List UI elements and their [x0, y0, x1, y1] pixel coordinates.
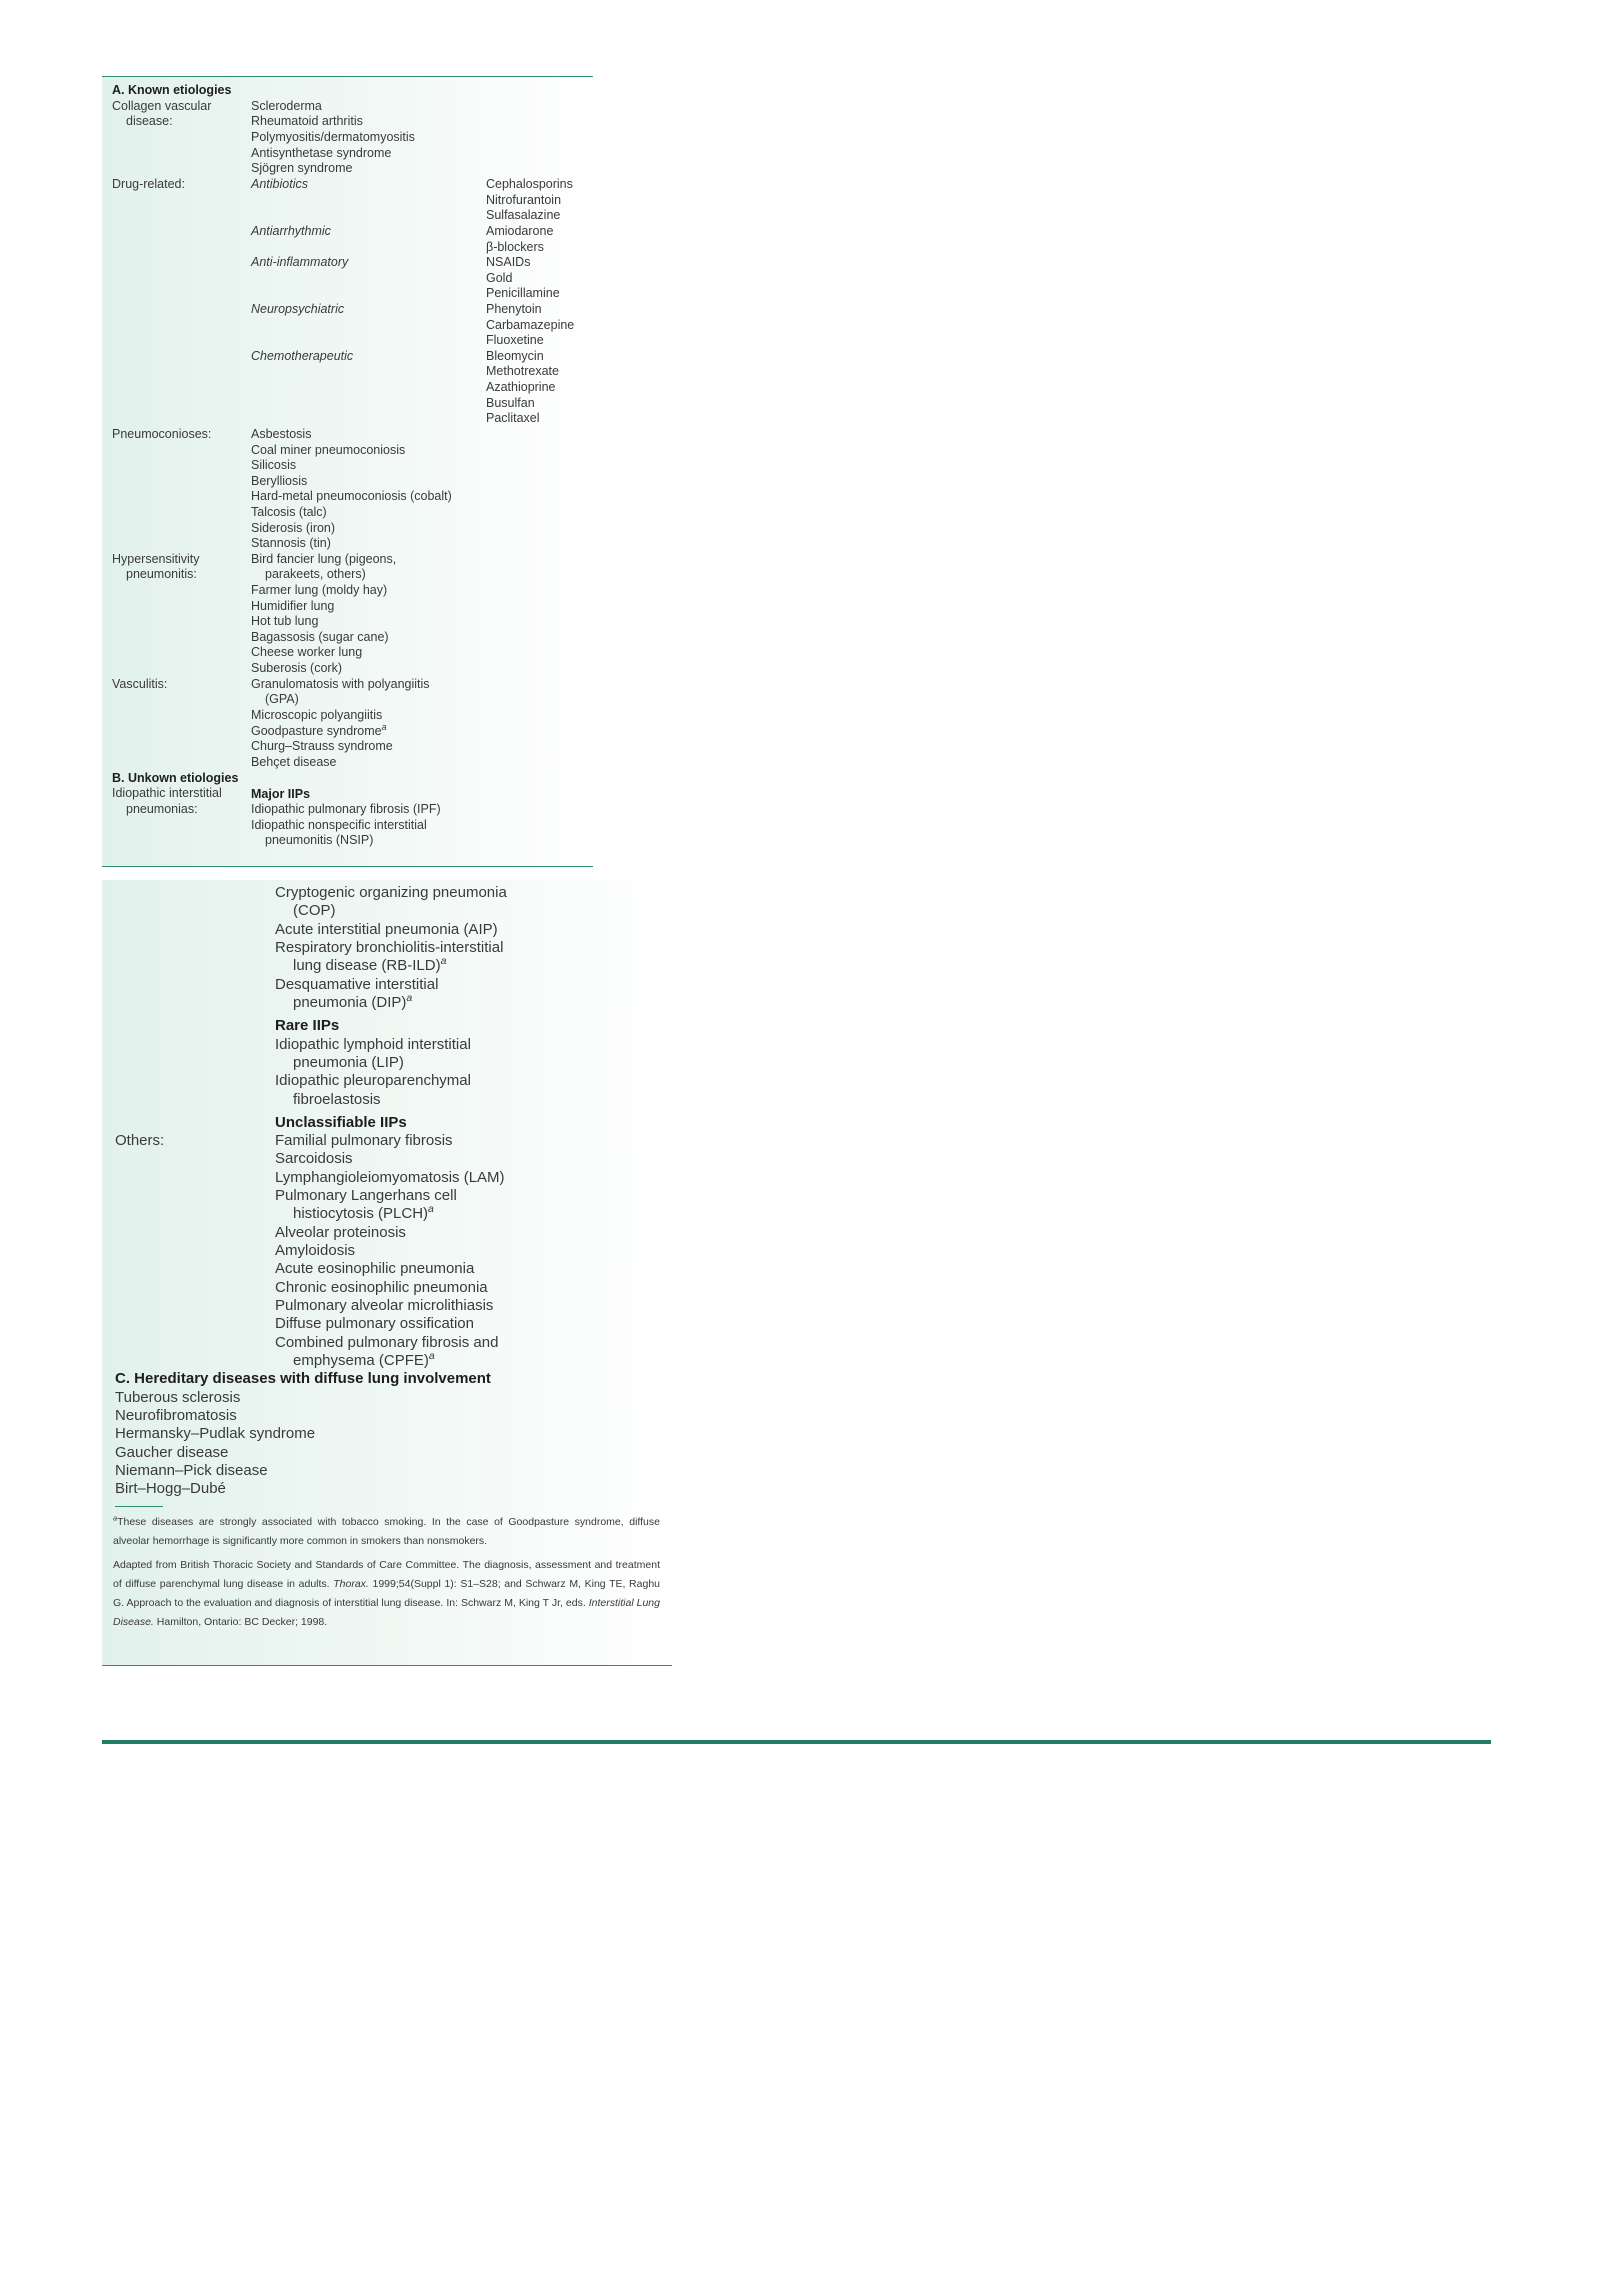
drug-name: Amiodarone: [486, 224, 554, 238]
category-label: Idiopathic interstitial: [112, 786, 222, 800]
list-item: Microscopic polyangiitis: [251, 708, 383, 722]
list-item: Neurofibromatosis: [115, 1407, 237, 1424]
section-b-heading: B. Unkown etiologies: [112, 771, 239, 785]
list-item: Idiopathic pleuroparenchymal: [275, 1072, 471, 1089]
list-item: Rheumatoid arthritis: [251, 114, 363, 128]
list-item: Coal miner pneumoconiosis: [251, 443, 406, 457]
footnote-mark: a: [406, 992, 413, 1004]
list-item: Diffuse pulmonary ossification: [275, 1315, 474, 1332]
drug-class: Neuropsychiatric: [251, 302, 345, 316]
list-item: Acute eosinophilic pneumonia: [275, 1260, 475, 1277]
table-top-rule: [102, 76, 593, 77]
list-item: Sjögren syndrome: [251, 161, 353, 175]
list-item: Antisynthetase syndrome: [251, 146, 392, 160]
list-item: Granulomatosis with polyangiitis: [251, 677, 430, 691]
subgroup-heading: Unclassifiable IIPs: [275, 1114, 407, 1131]
list-item: Hard-metal pneumoconiosis (cobalt): [251, 489, 452, 503]
category-label: Drug-related:: [112, 177, 185, 191]
drug-class: Anti-inflammatory: [251, 255, 349, 269]
list-item: Sarcoidosis: [275, 1150, 353, 1167]
page-bottom-rule: [102, 1740, 1491, 1744]
list-item: Scleroderma: [251, 99, 322, 113]
list-item: Pulmonary alveolar microlithiasis: [275, 1297, 494, 1314]
list-item: Combined pulmonary fibrosis and: [275, 1334, 499, 1351]
list-item: (COP): [293, 902, 336, 919]
category-label: pneumonitis:: [126, 567, 197, 581]
subgroup-heading: Rare IIPs: [275, 1017, 340, 1034]
category-label: disease:: [126, 114, 173, 128]
drug-name: β-blockers: [486, 240, 544, 254]
source-note: [113, 1556, 660, 1632]
list-item: Respiratory bronchiolitis-interstitial: [275, 939, 504, 956]
footnote-mark: a: [428, 1203, 434, 1215]
list-item: Silicosis: [251, 458, 297, 472]
footnote-separator: [115, 1506, 163, 1507]
list-item: Churg–Strauss syndrome: [251, 739, 393, 753]
list-item: [275, 1205, 434, 1223]
list-item: Hot tub lung: [251, 614, 319, 628]
list-item: [251, 721, 387, 740]
source-text: Hamilton, Ontario: BC Decker; 1998.: [156, 1616, 328, 1628]
drug-name: Bleomycin: [486, 349, 544, 363]
list-item: Idiopathic nonspecific interstitial: [251, 818, 427, 832]
drug-name: Sulfasalazine: [486, 208, 561, 222]
list-item: Stannosis (tin): [251, 536, 331, 550]
table-bottom-rule: [102, 1665, 672, 1666]
list-item: Bagassosis (sugar cane): [251, 630, 389, 644]
drug-name: Penicillamine: [486, 286, 560, 300]
list-item: Berylliosis: [251, 474, 308, 488]
list-item: Cryptogenic organizing pneumonia: [275, 884, 507, 901]
list-item: Asbestosis: [251, 427, 312, 441]
drug-name: Cephalosporins: [486, 177, 573, 191]
list-item: Niemann–Pick disease: [115, 1462, 268, 1479]
source-text: Adapted from British Thoracic Society and Standards of Care Committee. The diagnosis, assessment and treatment of diffuse parenchymal lung disease in adults.: [113, 1559, 660, 1590]
list-item: Hermansky–Pudlak syndrome: [115, 1425, 316, 1442]
category-label: Vasculitis:: [112, 677, 168, 691]
footnote-mark: a: [113, 1513, 118, 1523]
list-item: Lymphangioleiomyomatosis (LAM): [275, 1169, 505, 1186]
category-label: Collagen vascular: [112, 99, 212, 113]
list-item: Chronic eosinophilic pneumonia: [275, 1279, 488, 1296]
drug-name: Carbamazepine: [486, 318, 575, 332]
list-item: pneumonitis (NSIP): [265, 833, 374, 847]
list-item: Idiopathic pulmonary fibrosis (IPF): [251, 802, 441, 816]
list-item-text: lung disease (RB-ILD): [293, 957, 441, 974]
footnote-mark: a: [428, 1350, 435, 1362]
list-item: Siderosis (iron): [251, 521, 336, 535]
drug-class: Antibiotics: [251, 177, 308, 191]
drug-name: Gold: [486, 271, 513, 285]
list-item: Talcosis (talc): [251, 505, 327, 519]
list-item: Farmer lung (moldy hay): [251, 583, 388, 597]
list-item: (GPA): [265, 692, 299, 706]
list-item: Gaucher disease: [115, 1444, 229, 1461]
list-item: [275, 1352, 435, 1370]
drug-name: Methotrexate: [486, 364, 559, 378]
category-label: Pneumoconioses:: [112, 427, 212, 441]
list-item: Desquamative interstitial: [275, 976, 439, 993]
list-item: parakeets, others): [265, 567, 366, 581]
list-item: [275, 957, 446, 975]
list-item: Polymyositis/dermatomyositis: [251, 130, 415, 144]
table-part1-bottom-rule: [102, 866, 593, 867]
list-item: Pulmonary Langerhans cell: [275, 1187, 457, 1204]
list-item: Amyloidosis: [275, 1242, 356, 1259]
list-item: Behçet disease: [251, 755, 337, 769]
book-title: Interstitial Lung Disease.: [113, 1597, 660, 1628]
list-item: Alveolar proteinosis: [275, 1224, 406, 1241]
list-item-text: emphysema (CPFE): [293, 1352, 429, 1369]
drug-name: Nitrofurantoin: [486, 193, 562, 207]
list-item: Cheese worker lung: [251, 645, 363, 659]
list-item: Idiopathic lymphoid interstitial: [275, 1036, 471, 1053]
journal-title: Thorax.: [333, 1578, 369, 1590]
footnote-a: [113, 1513, 660, 1551]
drug-name: Azathioprine: [486, 380, 556, 394]
list-item: Birt–Hogg–Dubé: [115, 1480, 226, 1497]
drug-name: NSAIDs: [486, 255, 531, 269]
source-text: 1999;54(Suppl 1): S1–S28; and Schwarz M, King TE, Raghu G. Approach to the evaluation and diagnosis of interstitial lung disease. In: Schwarz M, King T Jr, eds.: [113, 1578, 660, 1609]
drug-class: Antiarrhythmic: [251, 224, 331, 238]
list-item: Acute interstitial pneumonia (AIP): [275, 921, 498, 938]
footnote-mark: a: [440, 955, 447, 967]
footnote-mark: a: [381, 721, 387, 732]
section-c-heading: C. Hereditary diseases with diffuse lung involvement: [115, 1370, 491, 1387]
section-a-heading: A. Known etiologies: [112, 83, 232, 97]
footnote-text: These diseases are strongly associated with tobacco smoking. In the case of Goodpasture syndrome, diffuse alveolar hemorrhage is significantly more common in smokers than nonsmokers.: [113, 1516, 660, 1547]
list-item-text: Goodpasture syndrome: [251, 724, 382, 738]
drug-name: Phenytoin: [486, 302, 542, 316]
drug-name: Paclitaxel: [486, 411, 540, 425]
list-item: pneumonia (LIP): [293, 1054, 404, 1071]
drug-name: Busulfan: [486, 396, 535, 410]
list-item: Bird fancier lung (pigeons,: [251, 552, 397, 566]
list-item: [275, 994, 412, 1012]
drug-name: Fluoxetine: [486, 333, 544, 347]
drug-class: Chemotherapeutic: [251, 349, 354, 363]
list-item: Suberosis (cork): [251, 661, 342, 675]
category-label: pneumonias:: [126, 802, 198, 816]
category-label: Hypersensitivity: [112, 552, 200, 566]
list-item: Humidifier lung: [251, 599, 335, 613]
list-item: Familial pulmonary fibrosis: [275, 1132, 453, 1149]
list-item: fibroelastosis: [293, 1091, 381, 1108]
list-item: Tuberous sclerosis: [115, 1389, 241, 1406]
category-label: Others:: [115, 1132, 165, 1149]
subgroup-heading: Major IIPs: [251, 787, 311, 801]
list-item-text: pneumonia (DIP): [293, 994, 407, 1011]
list-item-text: histiocytosis (PLCH): [293, 1205, 429, 1222]
